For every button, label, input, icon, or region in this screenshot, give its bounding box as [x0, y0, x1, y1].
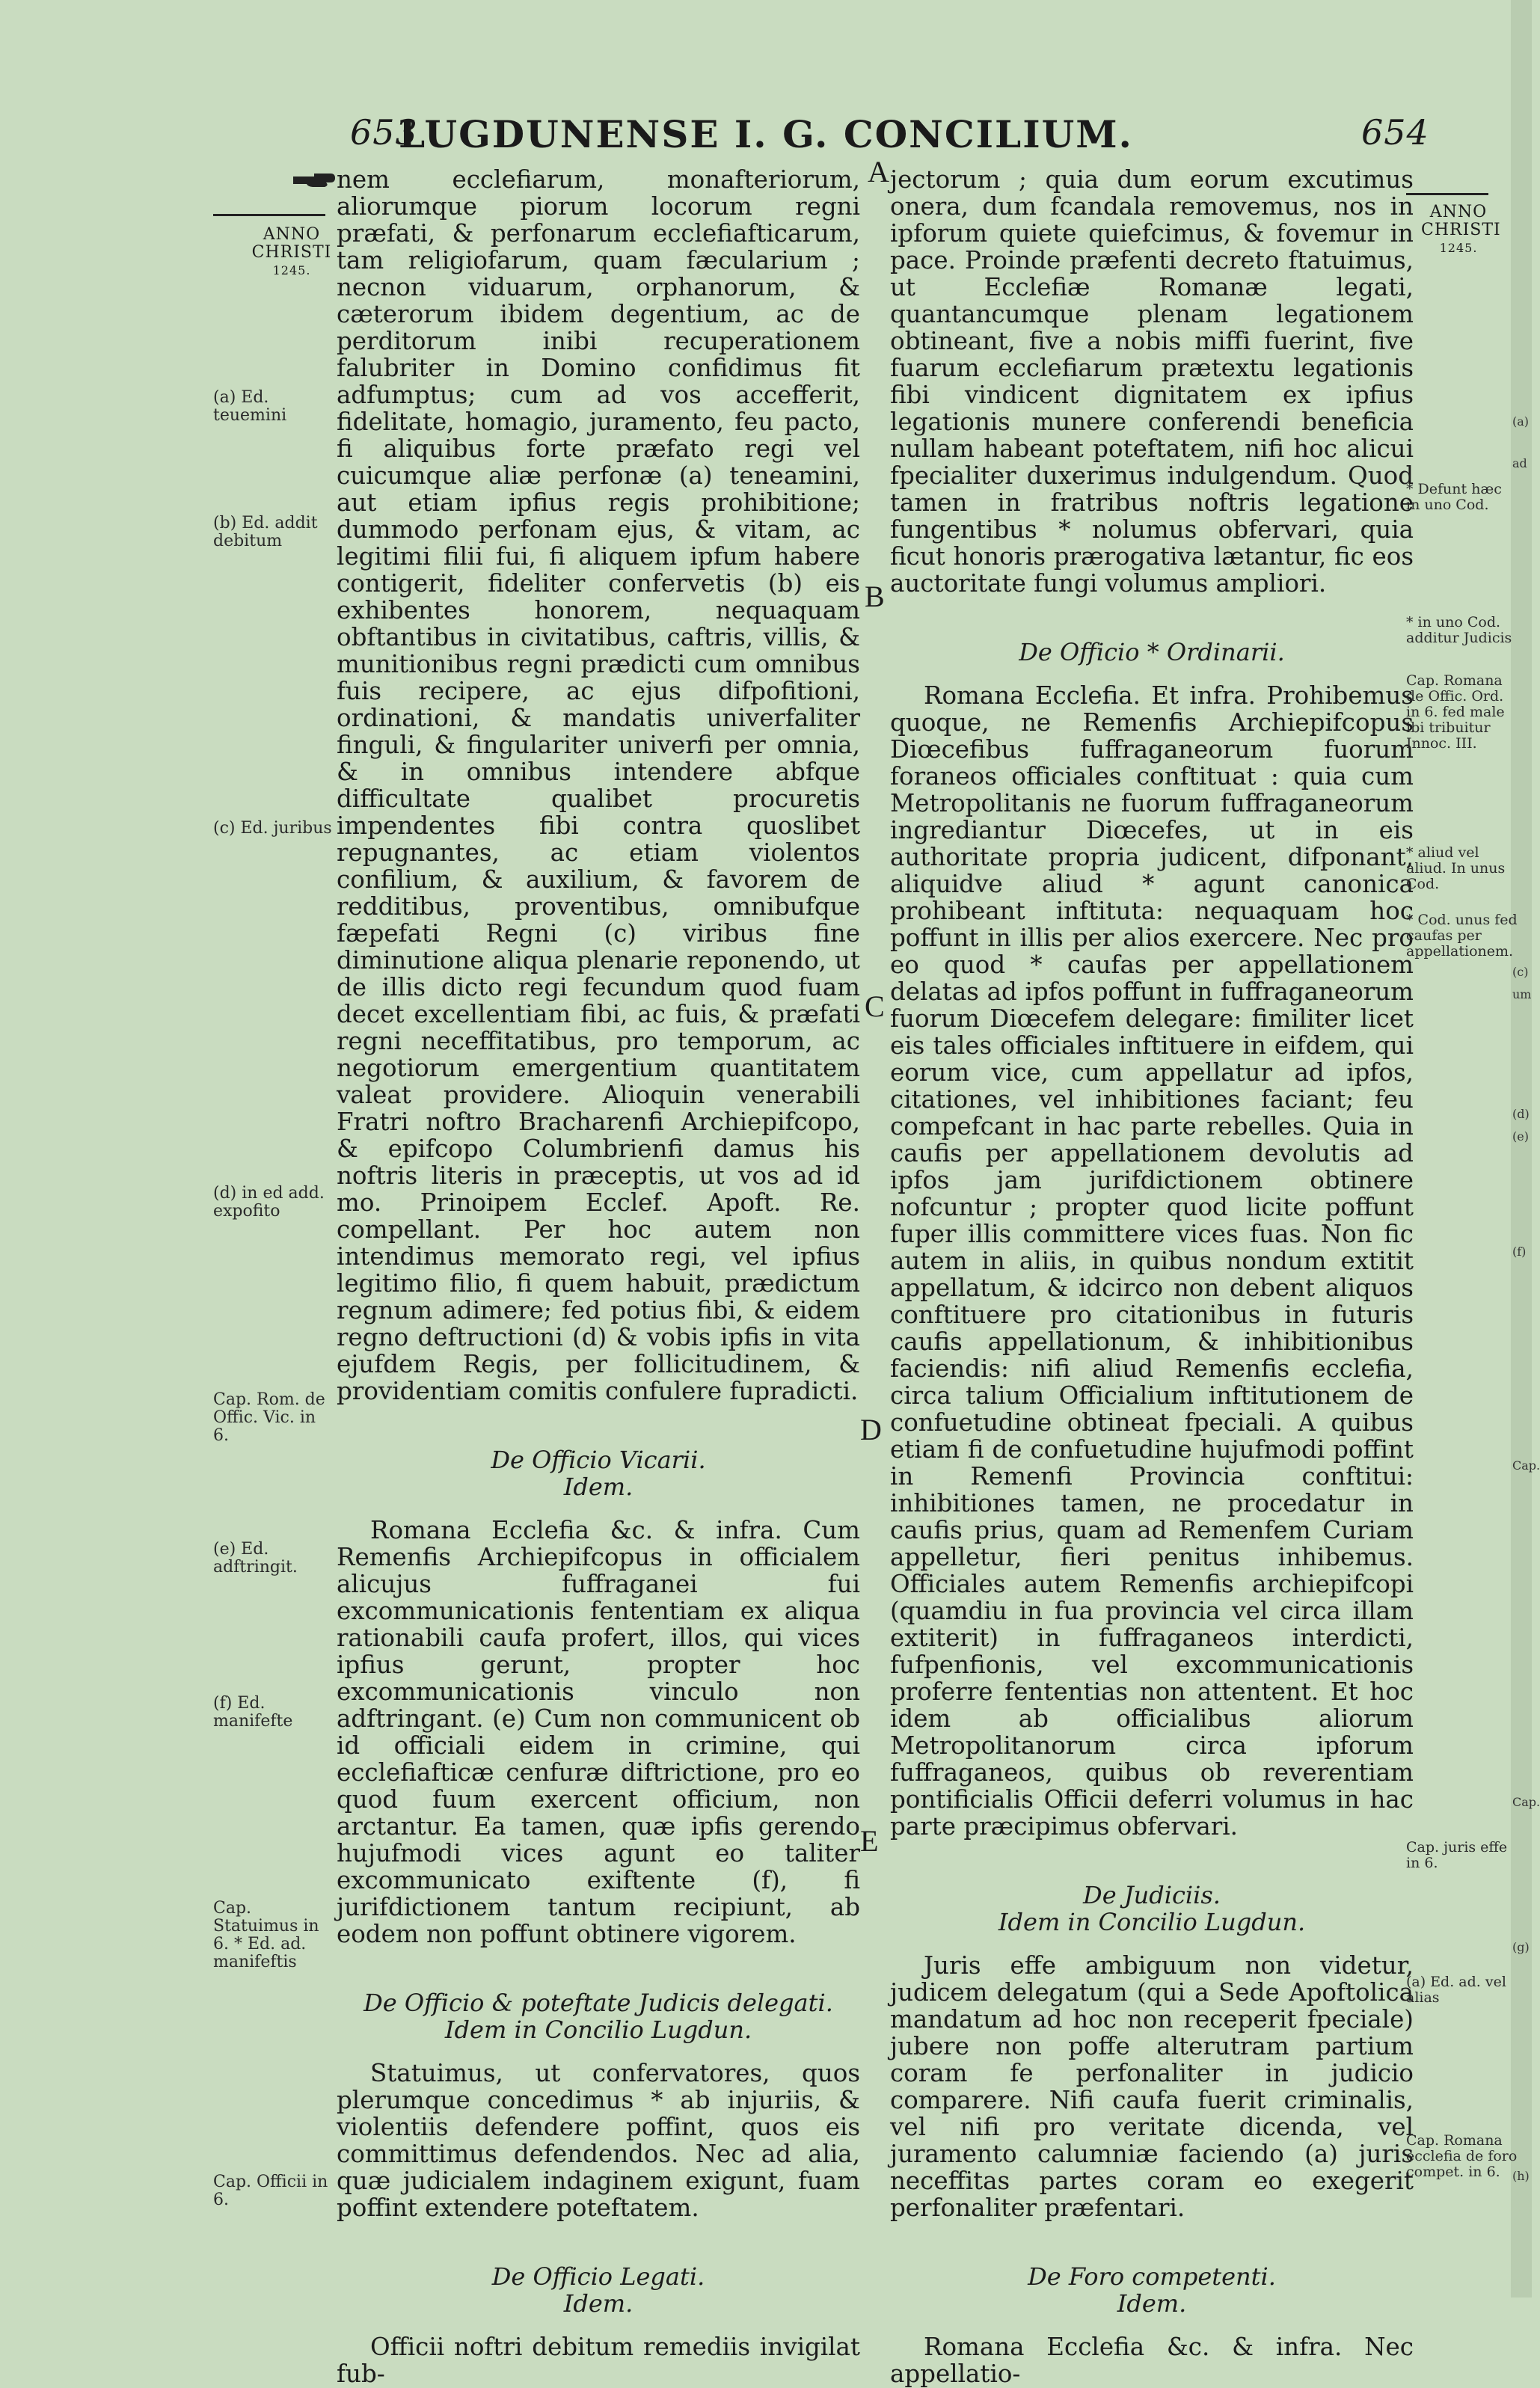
margin-note: (f) Ed. manifefte [213, 1694, 293, 1731]
edge-fragment: um [1512, 987, 1532, 1001]
section-subtitle: Idem in Concilio Lugdun. [998, 1908, 1306, 1936]
margin-note: * in uno Cod. additur Judicis [1406, 614, 1512, 646]
margin-note: (c) Ed. juribus [213, 819, 332, 838]
section-subtitle: Idem in Concilio Lugdun. [444, 2016, 752, 2044]
right-rule [1406, 193, 1488, 195]
edge-fragment: (h) [1512, 2169, 1530, 2183]
anno-left: ANNO CHRISTI 1245. [251, 225, 332, 277]
margin-note: (b) Ed. addit debitum [213, 514, 318, 550]
edge-fragment: (g) [1512, 1940, 1530, 1954]
margin-note: Cap. juris effe in 6. [1406, 1839, 1508, 1871]
paragraph: Romana Ecclefia &c. & infra. Nec appellatio- [890, 2333, 1414, 2388]
left-column [337, 166, 860, 2387]
margin-note: Cap. Romana ecclefia de foro compet. in 6. [1406, 2132, 1518, 2180]
section-marker-e: E [860, 1824, 879, 1858]
section-marker-c: C [865, 989, 885, 1023]
paragraph: Officii noftri debitum remediis invigilat fub- [337, 2333, 860, 2388]
section-subtitle: Idem. [563, 2289, 634, 2318]
section-title: De Officio & poteftate Judicis delegati. [363, 1989, 833, 2017]
right-column [890, 166, 1414, 2387]
margin-note: Cap. Rom. de Offic. Vic. in 6. [213, 1390, 325, 1445]
edge-fragment: (a) [1512, 414, 1530, 429]
paragraph: nem ecclefiarum, monafteriorum, aliorumque piorum locorum regni præfati, & perfonarum ecclefiafticarum, tam religiofarum, quam fæcularium ; necnon viduarum, orphanorum, & cæterorum ibidem degentium, ac de perditorum inibi recuperationem falubriter in Domino confidimus fit adfumptus; cum ad vos accefferit, fidelitate, homagio, juramento, feu pacto, fi aliquibus forte præfato regi vel cuicumque aliæ perfonæ (a) teneamini, aut etiam ipfius regis prohibitione; dummodo perfonam ejus, & vitam, ac legitimi filii fui, fi aliquem ipfum habere contigerit, fideliter confervetis (b) eis exhibentes honorem, nequaquam obftantibus in civitatibus, caftris, villis, & munitionibus regni prædicti cum omnibus fuis recipere, ac ejus difpofitioni, ordinationi, & mandatis univerfaliter finguli, & fingulariter univerfi per omnia, & in omnibus intendere abfque difficultate qualibet procuretis impendentes fibi contra quoslibet repugnantes, ac etiam violentos confilium, & auxilium, & favorem de redditibus, proventibus, omnibufque fæpefati Regni (c) viribus fine diminutione aliqua plenarie reponendo, ut de illis dicto regi fecundum quod fuam decet excellentiam fibi, ac fuis, & præfati regni neceffitatibus, pro temporum, ac negotiorum emergentium quantitatem valeat providere. Alioquin venerabili Fratri noftro Bracharenfi Archiepifcopo, & epifcopo Columbrienfi damus his noftris literis in præceptis, ut vos ad id mo. Prinoipem Ecclef. Apoft. Re. compellant. Per hoc autem non intendimus memorato regi, vel ipfius legitimo filio, fi quem habuit, prædictum regnum adimere; fed potius fibi, & eidem regno deftructioni (d) & vobis ipfis in vita ejufdem Regis, per follicitudinem, & providentiam comitis confulere fupradicti. [337, 165, 860, 1405]
section-marker-b: B [865, 580, 885, 613]
edge-fragment: Cap. [1512, 1458, 1540, 1473]
margin-note: (a) Ed. teuemini [213, 388, 287, 425]
section-title: De Foro competenti. [1028, 2262, 1276, 2291]
edge-fragment: (e) [1512, 1129, 1529, 1144]
section-title: De Judiciis. [1083, 1881, 1221, 1909]
section-marker-a: A [868, 155, 889, 188]
section-marker-d: D [860, 1413, 882, 1446]
section-subtitle: Idem. [563, 1473, 634, 1501]
edge-fragment: Cap. [1512, 1795, 1540, 1809]
margin-note: Cap. Statuimus in 6. * Ed. ad. manifeftis [213, 1899, 319, 1971]
paragraph: Romana Ecclefia. Et infra. Prohibemus quoque, ne Remenfis Archiepifcopus Diœcefibus fuffraganeorum fuorum foraneos officiales conftituat : quia cum Metropolitanis ne fuorum fuffraganeorum ingrediantur Diœcefes, ut in eis authoritate propria judicent, difponant, aliquidve aliud * agunt canonica prohibeant inftituta: nequaquam hoc poffunt in illis per alios exercere. Nec pro eo quod * caufas per appellationem delatas ad ipfos poffunt in fuffraganeorum fuorum Diœcefem delegare: fimiliter licet eis tales officiales inftituere in eifdem, qui eorum vice, cum appellatur ad ipfos, citationes, vel inhibitiones faciant; feu compefcant in hac parte rebelles. Quia in caufis per appellationem devolutis ad ipfos jam jurifdictionem obtinere nofcuntur ; propter quod licite poffunt fuper illis committere vices fuas. Non fic autem in aliis, in quibus nondum extitit appellatum, & idcirco non debent aliquos conftituere pro citationibus in futuris caufis appellationum, & inhibitionibus faciendis: nifi aliud Remenfis ecclefia, circa talium Officialium inftitutionem de confuetudine obtineat fpeciali. A quibus etiam fi de confuetudine hujufmodi poffint in Remenfi Provincia conftitui: inhibitiones tamen, ne procedatur in caufis prius, quam ad Remenfem Curiam appelletur, fieri penitus inhibemus. Officiales autem Remenfis archiepifcopi (quamdiu in fua provincia vel circa illam extiterit) in fuffraganeos interdicti, fufpenfionis, vel excommunicationis proferre fententias non attentent. Et hoc idem ab officialibus aliorum Metropolitanorum circa ipforum fuffraganeos, quibus ob reverentiam pontificialis Officii deferri volumus in hac parte præcipimus obfervari. [890, 681, 1414, 1841]
section-subtitle: Idem. [1117, 2289, 1187, 2318]
pointing-hand-icon [292, 169, 337, 191]
margin-note: * Cod. unus fed caufas per appellationem. [1406, 912, 1518, 960]
margin-note: (e) Ed. adftringit. [213, 1540, 298, 1577]
edge-fragment: (f) [1512, 1244, 1527, 1259]
section-title: De Officio * Ordinarii. [1019, 638, 1285, 666]
edge-fragment: ad [1512, 456, 1527, 470]
edge-fragment: (d) [1512, 1107, 1530, 1121]
edge-fragment: (c) [1512, 965, 1529, 979]
section-title: De Officio Legati. [491, 2262, 705, 2291]
section-title: De Officio Vicarii. [491, 1446, 706, 1474]
paragraph: Statuimus, ut confervatores, quos plerumque concedimus * ab injuriis, & violentiis defendere poffint, quos eis committimus defendendos. Nec ad alia, quæ judicialem indaginem exigunt, fuam poffint extendere poteftatem. [337, 2059, 860, 2222]
paragraph: Juris effe ambiguum non videtur, judicem delegatum (qui a Sede Apoftolica mandatum ad hoc non receperit fpeciale) jubere non poffe alterutram partium coram fe perfonaliter in judicio comparere. Nifi caufa fuerit criminalis, vel nifi pro veritate dicenda, vel juramento calumniæ faciendo (a) juris neceffitas partes coram eo exegerit perfonaliter præfentari. [890, 1951, 1414, 2222]
margin-note: * Defunt hæc in uno Cod. [1406, 481, 1502, 513]
left-rule [213, 214, 325, 216]
margin-note: Cap. Officii in 6. [213, 2173, 328, 2209]
running-title: LUGDUNENSE I. G. CONCILIUM. [399, 112, 1133, 156]
left-page-number: 653 [350, 112, 418, 153]
margin-note: Cap. Romana de Offic. Ord. in 6. fed male ibi tribuitur Innoc. III. [1406, 672, 1505, 752]
anno-right: ANNO CHRISTI 1245. [1421, 203, 1501, 255]
paragraph: jectorum ; quia dum eorum excutimus onera, dum fcandala removemus, nos in ipforum quiete quiefcimus, & fovemur in pace. Proinde præfenti decreto ftatuimus, ut Ecclefiæ Romanæ legati, quantancumque plenam legationem obtineant, five a nobis miffi fuerint, five fuarum ecclefiarum prætextu legationis fibi vindicent dignitatem ex ipfius legationis munere conferendi beneficia nullam habeant poteftatem, nifi hoc alicui fpecialiter duxerimus indulgendum. Quod tamen in fratribus noftris legatione fungentibus * nolumus obfervari, quia ficut honoris prærogativa lætantur, fic eos auctoritate fungi volumus ampliori. [890, 165, 1414, 598]
margin-note: (d) in ed add. expofito [213, 1184, 325, 1221]
right-page-number: 654 [1361, 112, 1429, 153]
paragraph: Romana Ecclefia &c. & infra. Cum Remenfis Archiepifcopus in officialem alicujus fuffraganei fui excommunicationis fententiam ex aliqua rationabili caufa profert, illos, qui vices ipfius gerunt, propter hoc excommunicationis vinculo non adftringant. (e) Cum non communicent ob id officiali eidem in crimine, qui ecclefiafticæ cenfuræ diftrictione, pro eo quod fuum exercent officium, non arctantur. Ea tamen, quæ ipfis gerendo hujufmodi vices agunt eo taliter excommunicato exiftente (f), fi jurifdictionem tantum recipiunt, ab eodem non poffunt obtinere vigorem. [337, 1516, 860, 1948]
margin-note: * aliud vel aliud. In unus Cod. [1406, 844, 1506, 892]
margin-note: (a) Ed. ad. vel alias [1406, 1974, 1506, 2006]
